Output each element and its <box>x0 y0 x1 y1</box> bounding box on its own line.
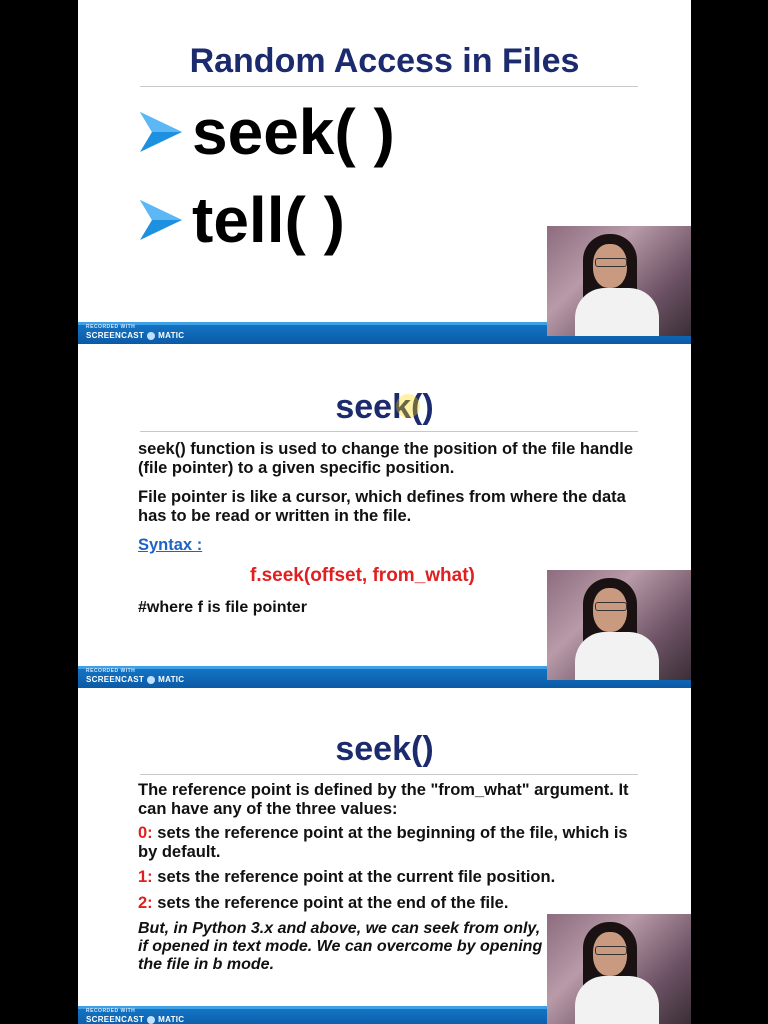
paragraph-reference-point: The reference point is defined by the "from_what" argument. It can have any of the three values: <box>138 781 629 818</box>
webcam-overlay <box>547 226 691 336</box>
screencast-dot-icon <box>147 1016 155 1024</box>
recorder-caption: RECORDED WITH <box>86 324 136 330</box>
value-item-0: 0: sets the reference point at the beginning of the file, which is by default. <box>138 824 628 861</box>
cursor-highlight-icon <box>396 394 420 418</box>
paragraph-seek-definition: seek() function is used to change the position of the file handle (file pointer) to a given specific position. <box>138 440 634 477</box>
screencast-dot-icon <box>147 676 155 684</box>
bullet-item <box>138 184 345 256</box>
title-divider <box>140 774 638 775</box>
webcam-overlay <box>547 914 691 1024</box>
title-divider <box>140 86 638 87</box>
bullet-text-seek: seek( ) <box>192 96 395 168</box>
arrow-bullet-icon <box>138 110 184 154</box>
syntax-code: f.seek(offset, from_what) <box>250 565 475 586</box>
screencast-logo: SCREENCAST MATIC <box>86 1015 185 1024</box>
arrow-bullet-icon <box>138 198 184 242</box>
glasses-icon <box>595 946 627 955</box>
webcam-overlay <box>547 570 691 680</box>
title-divider <box>140 431 638 432</box>
recorder-caption: RECORDED WITH <box>86 1008 136 1014</box>
value-item-1: 1: sets the reference point at the current file position. <box>138 868 556 886</box>
screencast-logo: SCREENCAST MATIC <box>86 675 185 684</box>
screencast-logo: SCREENCAST MATIC <box>86 331 185 340</box>
bullet-text-tell: tell( ) <box>192 184 345 256</box>
paragraph-file-pointer: File pointer is like a cursor, which defines from where the data has to be read or written in the file. <box>138 488 626 525</box>
glasses-icon <box>595 258 627 267</box>
slide-title: seek() <box>335 730 434 768</box>
glasses-icon <box>595 602 627 611</box>
paragraph-python3-note: But, in Python 3.x and above, we can seek from only, if opened in text mode. We can overcome by opening the file in b mode. <box>138 920 543 973</box>
syntax-label: Syntax : <box>138 536 203 554</box>
slide-title: Random Access in Files <box>189 42 580 80</box>
recorder-caption: RECORDED WITH <box>86 668 136 674</box>
slide-title: seek() <box>335 388 434 426</box>
bullet-item <box>138 96 395 168</box>
syntax-note: #where f is file pointer <box>138 599 307 616</box>
screencast-dot-icon <box>147 332 155 340</box>
value-item-2: 2: sets the reference point at the end of the file. <box>138 894 509 912</box>
